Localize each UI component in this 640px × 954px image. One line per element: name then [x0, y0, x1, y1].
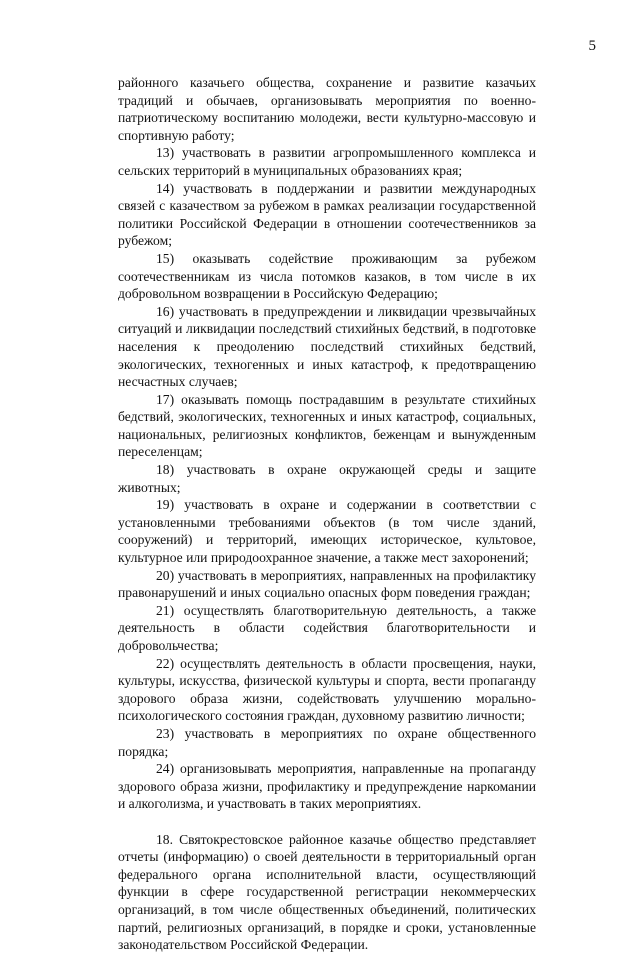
paragraph-item-17: 17) оказывать помощь пострадавшим в результате стихийных бедствий, экологических, техногенных и иных катастроф, социальных, национальных, религиозных конфликтов, беженцам и вынужденным переселенцам;: [118, 391, 536, 460]
paragraph-item-22: 22) осуществлять деятельность в области просвещения, науки, культуры, искусства, физической культуры и спорта, вести пропаганду здорового образа жизни, содействовать улучшению морально-психологического состояния граждан, духовному развитию личности;: [118, 655, 536, 724]
paragraph-continuation: районного казачьего общества, сохранение и развитие казачьих традиций и обычаев, организовывать мероприятия по военно-патриотическому воспитанию молодежи, вести культурно-массовую и спортивную работу;: [118, 75, 536, 143]
paragraph-item-21: 21) осуществлять благотворительную деятельность, а также деятельность в области содействия благотворительности и добровольчества;: [118, 602, 536, 653]
paragraph-item-13: 13) участвовать в развитии агропромышленного комплекса и сельских территорий в муниципальных образованиях края;: [118, 145, 536, 178]
paragraph-item-20: 20) участвовать в мероприятиях, направленных на профилактику правонарушений и иных социально опасных форм поведения граждан;: [118, 567, 536, 601]
paragraph-item-23: 23) участвовать в мероприятиях по охране общественного порядка;: [118, 725, 536, 759]
paragraph-item-19: 19) участвовать в охране и содержании в соответствии с установленными требованиями объектов (в том числе зданий, сооружений) и территорий, имеющих историческое, культовое, культурное или природоохранное значение, а также мест захоронений;: [118, 497, 536, 566]
paragraph-item-15: 15) оказывать содействие проживающим за рубежом соотечественникам из числа потомков казаков, в том числе в их добровольном возвращении в Российскую Федерацию;: [118, 250, 536, 302]
document-body: [118, 74, 536, 954]
paragraph-item-14: 14) участвовать в поддержании и развитии международных связей с казачеством за рубежом в рамках реализации государственной политики Российской Федерации в отношении соотечественников за рубежом;: [118, 180, 536, 249]
page-number: 5: [588, 38, 596, 54]
section-18-paragraph: 18. Святокрестовское районное казачье общество представляет отчеты (информацию) о своей деятельности в территориальный орган федерального органа исполнительной власти, осуществляющий функции в сфере государственной регистрации некоммерческих организаций, в том числе общественных объединений, политических партий, религиозных организаций, в порядке и сроки, установленные законодательством Российской Федерации.: [118, 831, 536, 953]
paragraph-item-24: 24) организовывать мероприятия, направленные на пропаганду здорового образа жизни, профилактику и предупреждение наркомании и алкоголизма, и участвовать в таких мероприятиях.: [118, 761, 536, 812]
paragraph-item-18: 18) участвовать в охране окружающей среды и защите животных;: [118, 462, 536, 495]
paragraph-item-16: 16) участвовать в предупреждении и ликвидации чрезвычайных ситуаций и ликвидации последствий стихийных бедствий, в подготовке населения к преодолению последствий стихийных бедствий, экологических, техногенных и иных катастроф, к предотвращению несчастных случаев;: [118, 303, 536, 390]
